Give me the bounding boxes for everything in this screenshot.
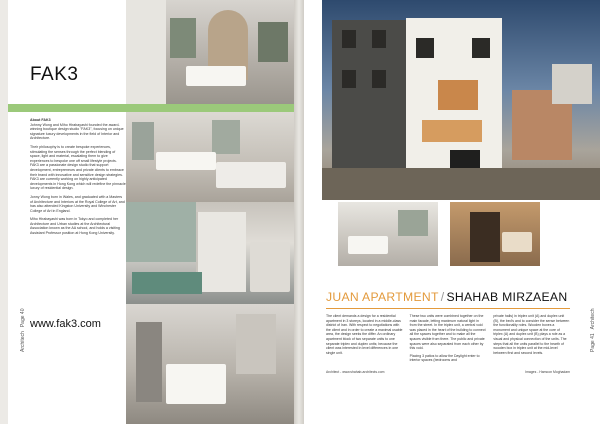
intro-heading: About FAK3 (30, 118, 51, 122)
left-folio (20, 305, 26, 352)
images-credit: Images - Hamoon Moghadam (525, 370, 570, 374)
interior-photo-lounge (338, 202, 438, 266)
left-page (8, 0, 294, 424)
folio-magazine: Architech (590, 308, 596, 330)
brand-title: FAK3 (30, 64, 79, 85)
interior-photo-living (126, 0, 294, 104)
intro-paragraph: Their philosophy is to create bespoke experiences, stimulating the senses through the perfect blending of space, light and material, escalating them to give experiences to bespoke one off small lifestyle projects. FAK3 are a passionate design studio that support development, entrepreneurs and private clients to embrace their brand with innovative and sensitive design strategies. FAK3 are currently working on highly anticipated developments in Hong Kong which will redefine the pinnacle luxury of residential design. (30, 144, 126, 191)
interior-photo-bathroom (126, 112, 294, 202)
interior-photo-kitchen (126, 304, 294, 424)
building-exterior-photo (322, 0, 600, 200)
body-paragraph: The client demands a design for a residential apartment in 3 storeys, located in a middle-class district of Iran. With respect to negotiations with the client and in order to create a maximal usable area, the design seeks the differ. An ordinary apartment block of two separate units to one separate triplex and duplex units; because the client was interested in level differences in one single unit. (326, 314, 403, 355)
right-folio (590, 305, 596, 352)
body-paragraph: These two units were combined together on the main facade, letting maximum natural light in from the street. In the triplex unit, a central void was placed in the heart of the building to connect all the spaces together and to make all the spaces visible from there. The public and private spaces were also separated from each other by this void. (409, 314, 486, 351)
architect-name: SHAHAB MIRZAEAN (446, 290, 568, 304)
body-column (326, 314, 403, 366)
interior-photo-wooden-stairs (450, 202, 540, 266)
article-title (326, 290, 596, 304)
right-page (304, 0, 600, 424)
intro-paragraph: Miho Hirabayashi was born in Tokyo and completed her Architecture and Urban studies at the Architectural Association known as the AA school, and holds a visiting Assistant Professor position at Hong Kong University. (30, 217, 120, 236)
body-column (493, 314, 570, 366)
website-link[interactable]: www.fak3.com (30, 318, 101, 330)
architect-credit: Architect - www.shahab-architects.com (326, 370, 385, 374)
folio-magazine: Architech (20, 331, 26, 352)
title-separator: / (440, 290, 445, 304)
body-paragraph: private halls) in triplex unit (A) and duplex unit (B), the bed's and to consider the sense between the functionality roles. Wooden boxes a monument and unique space at the core of triplex (A) and duplex unit (B) plays a role as a visual and physical connection of the units. The steps that all the units parallel to the hearth of wooden box in triplex unit at the mid-level between first and second levels. (493, 314, 570, 355)
body-columns (326, 314, 570, 366)
title-rule (326, 308, 570, 309)
intro-paragraph: Jonny Wong born in Wales, and graduated with a Masters of Architecture and Interiors at the Royal College of Art, and has also attended Kingston University and Winchester College of Art in England. (30, 194, 125, 213)
body-column (410, 314, 487, 366)
binding-gutter (294, 0, 304, 424)
accent-bar (8, 104, 294, 112)
body-paragraph: Placing 3 patios to allow the Daylight enter to interior spaces (bedrooms and (409, 353, 480, 363)
folio-page-number: Page 41 (590, 333, 596, 352)
project-name: JUAN APARTMENT (326, 290, 439, 304)
interior-photo-stairwell (126, 202, 294, 304)
photo-credits (326, 370, 570, 374)
intro-text (30, 118, 126, 240)
folio-page-number: Page 40 (20, 308, 26, 328)
intro-paragraph: Johnny Wong and Miho Hirabayashi founded the award-winning boutique design studio "FAK3", focusing on unique signature luxury developments in the field of Interior and Architecture. (30, 122, 124, 141)
